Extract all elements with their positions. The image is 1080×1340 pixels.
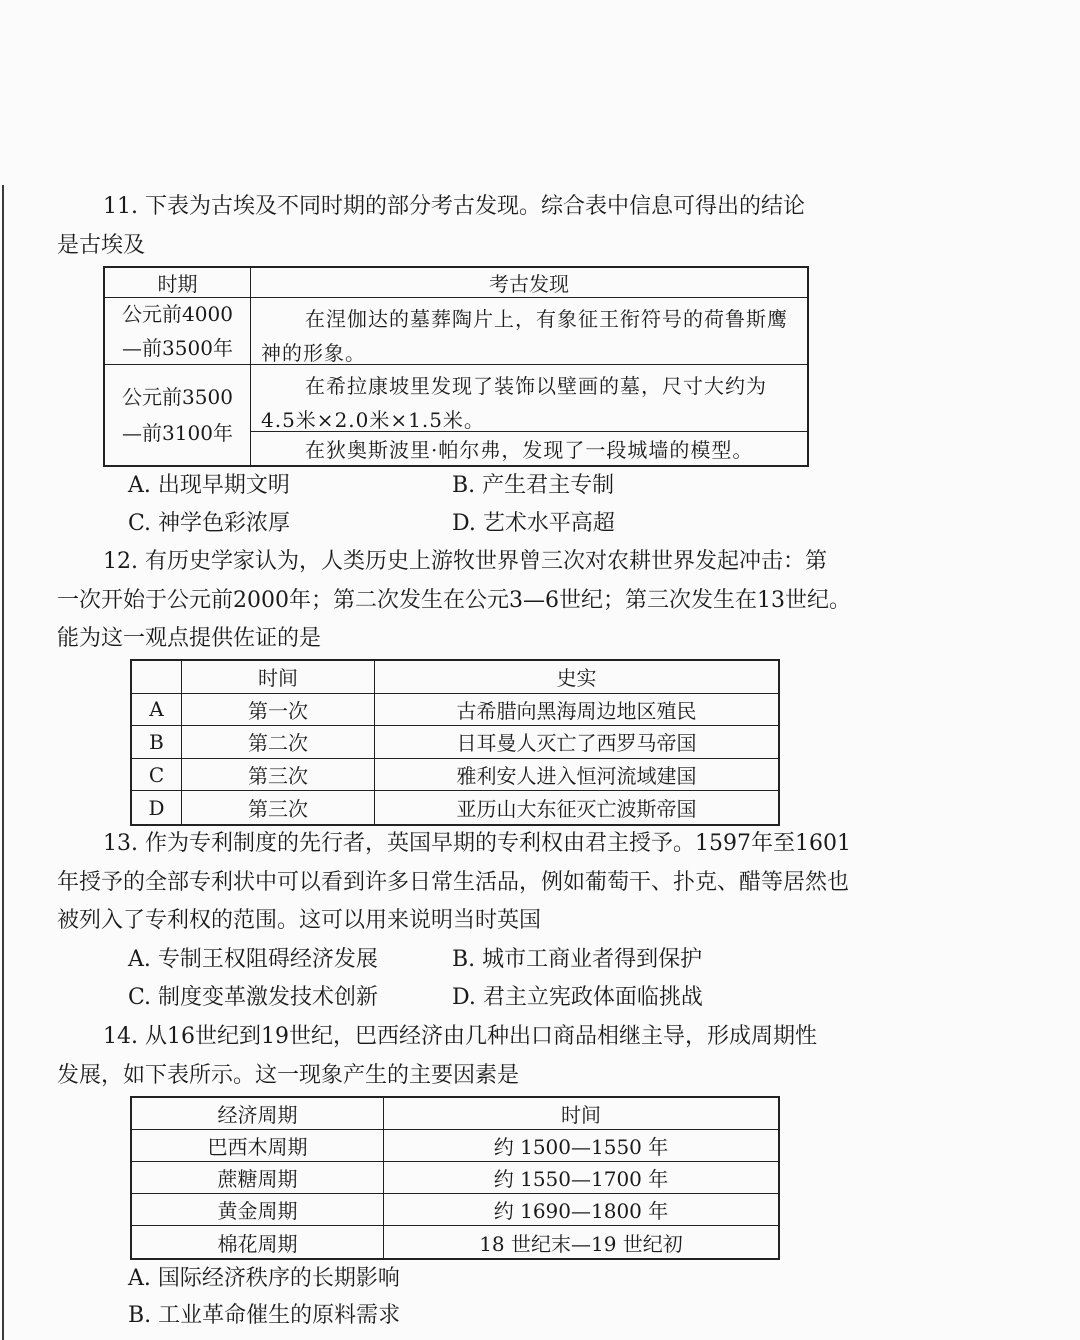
q12-row-a-time: 第一次 <box>182 694 375 727</box>
q13-stem-line2: 年授予的全部专利状中可以看到许多日常生活品，例如葡萄干、扑克、醋等居然也 <box>57 870 850 895</box>
q14-row3-time: 约 1690—1800 年 <box>384 1194 778 1226</box>
q12-row-b-time: 第二次 <box>182 726 375 759</box>
q13-option-c[interactable]: C. 制度变革激发技术创新 <box>128 985 379 1010</box>
q14-table <box>130 1096 780 1260</box>
q13-stem-line1: 13. 作为专利制度的先行者，英国早期的专利权由君主授予。1597年至1601 <box>103 831 851 856</box>
q12-header-time: 时间 <box>182 661 375 694</box>
q13-option-d[interactable]: D. 君主立宪政体面临挑战 <box>452 985 703 1010</box>
q11-row1-period <box>105 298 251 365</box>
q13-option-a[interactable]: A. 专制王权阻碍经济发展 <box>128 947 378 972</box>
q12-stem-line2: 一次开始于公元前2000年；第二次发生在公元3—6世纪；第三次发生在13世纪。 <box>57 588 851 613</box>
q12-row-b-option[interactable]: B <box>132 726 182 759</box>
q14-row4-time: 18 世纪末—19 世纪初 <box>479 1231 683 1256</box>
q11-row1-period-end: —前3500年 <box>122 336 233 360</box>
q14-stem-line1: 14. 从16世纪到19世纪，巴西经济由几种出口商品相继主导，形成周期性 <box>103 1024 817 1049</box>
page-margin-line <box>2 185 4 1340</box>
q12-row-d-fact: 亚历山大东征灭亡波斯帝国 <box>456 797 697 822</box>
q12-header-option <box>132 661 182 694</box>
q14-row2-cycle: 蔗糖周期 <box>132 1162 384 1194</box>
q12-table <box>130 659 780 826</box>
q14-option-a[interactable]: A. 国际经济秩序的长期影响 <box>128 1266 400 1291</box>
q12-row-d-option[interactable]: D <box>132 791 182 824</box>
q14-stem-line2: 发展，如下表所示。这一现象产生的主要因素是 <box>57 1063 520 1088</box>
q11-stem-line1: 11. 下表为古埃及不同时期的部分考古发现。综合表中信息可得出的结论 <box>103 194 805 219</box>
q12-row-a-fact: 古希腊向黑海周边地区殖民 <box>375 694 778 727</box>
q11-row2-period <box>105 365 251 465</box>
q11-row1-period-start: 公元前4000 <box>122 302 233 326</box>
q12-row-c-time: 第三次 <box>182 759 375 792</box>
q11-stem-line2: 是古埃及 <box>57 233 146 258</box>
q11-header-period: 时期 <box>105 268 251 298</box>
q13-stem-line3: 被列入了专利权的范围。这可以用来说明当时英国 <box>57 908 542 933</box>
q11-option-a[interactable]: A. 出现早期文明 <box>128 473 290 498</box>
q11-row2-period-end: —前3100年 <box>122 421 233 445</box>
q12-row-c-fact: 雅利安人进入恒河流域建国 <box>375 759 778 792</box>
q12-header-fact: 史实 <box>375 661 778 694</box>
q14-row1-cycle: 巴西木周期 <box>132 1130 384 1162</box>
q14-header-time: 时间 <box>384 1098 778 1130</box>
q14-row1-time: 约 1500—1550 年 <box>384 1130 778 1162</box>
q14-row2-time: 约 1550—1700 年 <box>384 1162 778 1194</box>
q11-row1-finding: 在涅伽达的墓葬陶片上，有象征王衔符号的荷鲁斯鹰神的形象。 <box>251 298 807 365</box>
q14-header-cycle: 经济周期 <box>132 1098 384 1130</box>
q12-stem-line1: 12. 有历史学家认为，人类历史上游牧世界曾三次对农耕世界发起冲击：第 <box>103 549 827 574</box>
q11-option-b[interactable]: B. 产生君主专制 <box>452 473 615 498</box>
q11-table <box>103 266 809 467</box>
q12-row-c-option[interactable]: C <box>132 759 182 792</box>
q11-header-finding: 考古发现 <box>251 268 807 298</box>
q11-row2-finding-b: 在狄奥斯波里·帕尔弗，发现了一段城墙的模型。 <box>305 438 754 462</box>
q12-row-b-fact: 日耳曼人灭亡了西罗马帝国 <box>375 726 778 759</box>
q14-row4-cycle: 棉花周期 <box>132 1226 384 1258</box>
q12-row-a-option[interactable]: A <box>132 694 182 727</box>
q13-option-b[interactable]: B. 城市工商业者得到保护 <box>452 947 703 972</box>
q12-row-d-time: 第三次 <box>182 791 375 824</box>
q11-row2-finding-a: 在希拉康坡里发现了装饰以壁画的墓，尺寸大约为4.5米×2.0米×1.5米。 <box>251 365 807 432</box>
q11-option-c[interactable]: C. 神学色彩浓厚 <box>128 511 291 536</box>
q14-option-b[interactable]: B. 工业革命催生的原料需求 <box>128 1303 401 1328</box>
q14-row3-cycle: 黄金周期 <box>132 1194 384 1226</box>
q12-stem-line3: 能为这一观点提供佐证的是 <box>57 626 322 651</box>
q11-option-d[interactable]: D. 艺术水平高超 <box>452 511 615 536</box>
q11-row2-period-start: 公元前3500 <box>122 385 233 409</box>
